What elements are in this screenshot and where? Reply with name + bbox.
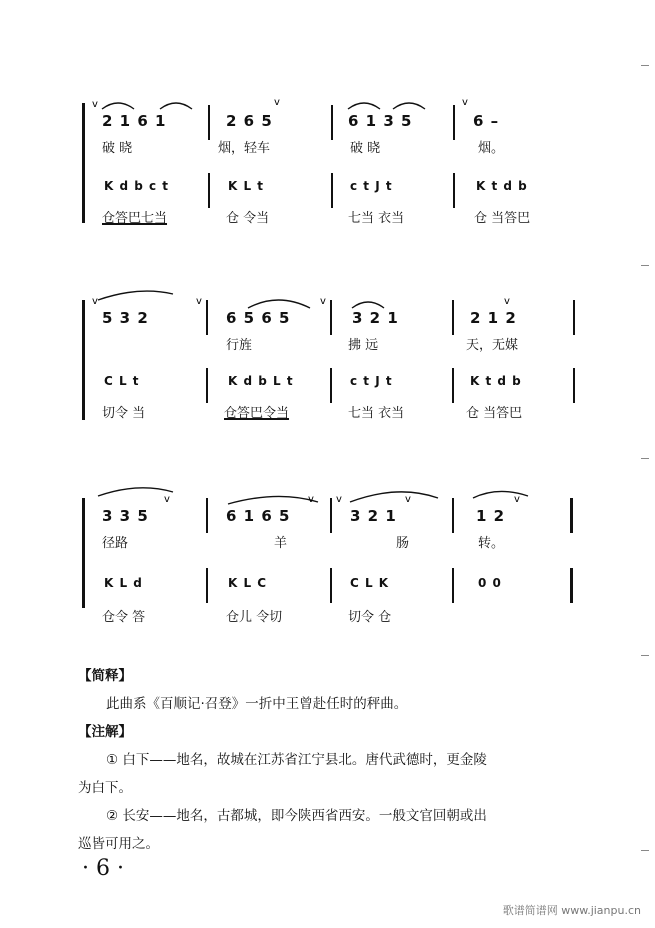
svg-text:v: v [308, 494, 314, 505]
percussion-words: 仓 令当 [226, 211, 270, 226]
melody-measure: 5 3 2 [102, 309, 149, 327]
svg-text:v: v [92, 296, 98, 307]
brief-title: 【简释】 [78, 668, 132, 684]
percussion-words: 七当 衣当 [348, 406, 405, 421]
lyric-text: 烟，轻车 [218, 141, 271, 156]
lyric-text: 行旌 [226, 338, 253, 353]
brief-text: 此曲系《百顺记·召登》一折中王曾赴任时的秤曲。 [106, 696, 408, 712]
margin-mark [641, 65, 649, 66]
svg-text:v: v [274, 97, 280, 108]
score-system-1 [78, 95, 578, 235]
melody-measure: 6 1 3 5 [348, 112, 413, 130]
percussion-words: 七当 衣当 [348, 211, 405, 226]
svg-text:v: v [196, 296, 202, 307]
melody-measure: 1 2 [476, 507, 506, 525]
percussion-measure: c t J t [350, 179, 393, 193]
melody-measure: 3 3 5 [102, 507, 149, 525]
percussion-measure: 0 0 [478, 576, 502, 590]
svg-text:v: v [336, 494, 342, 505]
percussion-measure: K L t [228, 179, 265, 193]
svg-text:v: v [514, 494, 520, 505]
percussion-measure: C L t [104, 374, 140, 388]
annotation-1: ① 白下——地名，故城在江苏省江宁县北。唐代武德时，更金陵 [106, 752, 487, 768]
lyric-text: 肠 [396, 536, 410, 551]
percussion-words: 仓儿 令切 [226, 610, 283, 625]
margin-mark [641, 458, 649, 459]
percussion-words: 仓答巴令当 [224, 406, 290, 421]
annotation-2-cont: 巡皆可用之。 [78, 836, 159, 852]
percussion-words: 仓 当答巴 [466, 406, 523, 421]
melody-measure: 3 2 1 [352, 309, 399, 327]
percussion-measure: K t d b [470, 374, 522, 388]
watermark: 歌谱简谱网 www.jianpu.cn [502, 904, 641, 917]
percussion-words: 切令 仓 [348, 610, 392, 625]
svg-text:v: v [92, 99, 98, 110]
margin-mark [641, 850, 649, 851]
svg-text:v: v [504, 296, 510, 307]
svg-text:v: v [405, 494, 411, 505]
lyric-text: 转。 [478, 536, 505, 551]
score-system-2 [78, 290, 578, 430]
lyric-text: 径路 [102, 536, 129, 551]
percussion-measure: c t J t [350, 374, 393, 388]
melody-measure: 2 6 5 [226, 112, 273, 130]
melody-measure: 6 5 6 5 [226, 309, 291, 327]
melody-measure: 6 – [473, 112, 500, 130]
melody-measure: 2 1 6 1 [102, 112, 167, 130]
percussion-words: 切令 当 [102, 406, 146, 421]
melody-measure: 6 1 6 5 [226, 507, 291, 525]
annotation-1-cont: 为白下。 [78, 780, 132, 796]
percussion-words: 仓 当答巴 [474, 211, 531, 226]
svg-text:v: v [462, 97, 468, 108]
melody-measure: 2 1 2 [470, 309, 517, 327]
percussion-measure: K L d [104, 576, 143, 590]
lyric-text: 烟。 [478, 141, 505, 156]
percussion-measure: K t d b [476, 179, 528, 193]
margin-mark [641, 655, 649, 656]
lyric-text: 拂 远 [348, 338, 379, 353]
percussion-measure: C L K [350, 576, 390, 590]
lyric-text: 羊 [274, 536, 288, 551]
svg-text:v: v [320, 296, 326, 307]
svg-text:v: v [164, 494, 170, 505]
annotation-title: 【注解】 [78, 724, 132, 740]
percussion-measure: K d b L t [228, 374, 294, 388]
percussion-measure: K L C [228, 576, 268, 590]
annotation-2: ② 长安——地名，古都城，即今陕西省西安。一般文官回朝或出 [106, 808, 487, 824]
lyric-text: 破 晓 [102, 141, 133, 156]
percussion-measure: K d b c t [104, 179, 170, 193]
page-number: · 6 · [82, 856, 124, 881]
lyric-text: 天，无媒 [466, 338, 519, 353]
percussion-words: 仓令 答 [102, 610, 146, 625]
percussion-words: 仓答巴七当 [102, 211, 168, 226]
margin-mark [641, 265, 649, 266]
lyric-text: 破 晓 [350, 141, 381, 156]
melody-measure: 3 2 1 [350, 507, 397, 525]
notes-section [78, 662, 588, 858]
score-system-3 [78, 488, 578, 628]
